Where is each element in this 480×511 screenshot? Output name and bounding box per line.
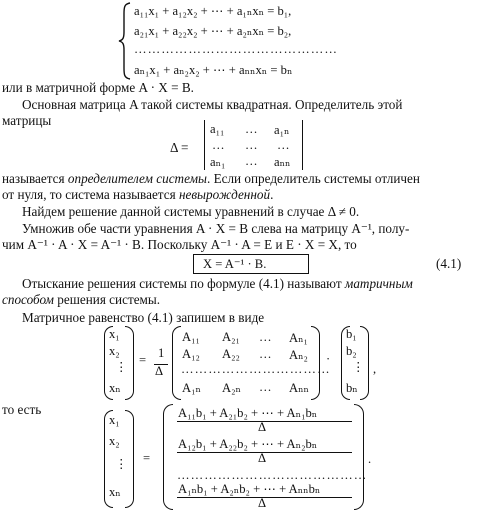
system-brace — [118, 2, 132, 85]
fraction-denominator: Δ — [155, 364, 164, 378]
bigA-r4c4: Aₙₙ — [289, 381, 309, 395]
det-r3c1: aₙ₁ — [210, 155, 226, 169]
text-segment: решения системы. — [53, 292, 161, 307]
det-r2c2: … — [245, 138, 258, 152]
vecb-4: bₙ — [346, 381, 358, 395]
result-num-2: A₁₂b₁ + A₂₂b₂ + ⋯ + Aₙ₂bₙ — [178, 437, 318, 451]
system-row-3: ……………………………………… — [134, 42, 338, 56]
bigA-r4c3: … — [259, 380, 272, 394]
text-segment: . — [270, 187, 274, 202]
brace-icon — [118, 2, 132, 80]
text-segment: Отыскание решения системы по формуле (4.1) называют — [22, 276, 345, 291]
paragraph-that-is: то есть — [2, 402, 42, 417]
result-row-3: …………………………………… — [177, 468, 368, 482]
bigA-r1c2: A₂₁ — [222, 330, 240, 344]
vecx-2: x₂ — [109, 344, 120, 358]
text-segment: называется — [2, 171, 68, 186]
result-den-1: Δ — [258, 420, 267, 434]
vecx-3: ⋮ — [115, 360, 128, 374]
bigA-r2c4: Aₙ₂ — [289, 348, 308, 362]
bigA-r4c2: A₂ₙ — [222, 381, 241, 395]
paragraph-matrix-equality: Матричное равенство (4.1) запишем в виде — [22, 310, 265, 325]
result-paren-left — [163, 404, 173, 510]
paragraph-matrix-method-2 — [2, 292, 160, 308]
bigA-r1c1: A₁₁ — [182, 330, 200, 344]
result-paren-right — [354, 404, 364, 510]
term-determinant-of-system: определителем системы — [67, 171, 207, 186]
equals-sign: = — [139, 353, 147, 367]
result-den-2: Δ — [258, 451, 267, 465]
result-num-4: A₁ₙb₁ + A₂ₙb₂ + ⋯ + Aₙₙbₙ — [178, 482, 321, 496]
vecb-3: ⋮ — [352, 360, 365, 374]
paragraph-matrix-method-1 — [22, 276, 413, 292]
fraction-numerator: 1 — [158, 346, 165, 360]
paragraph-main-matrix: Основная матрица A такой системы квадратная. Определитель этой — [22, 97, 403, 112]
paragraph-nondegenerate — [2, 187, 273, 203]
paragraph-find-solution: Найдем решение данной системы уравнений в случае Δ ≠ 0. — [22, 204, 360, 219]
term-nondegenerate: невырожденной — [178, 187, 271, 202]
trailing-comma: , — [373, 362, 377, 376]
det-r1c1: a₁₁ — [210, 122, 225, 136]
paragraph-matrix-word: матрицы — [2, 113, 52, 128]
paragraph-multiply-2: чим A⁻¹ · A · X = A⁻¹ · B. Поскольку A⁻¹ · A = E и E · X = X, то — [2, 237, 357, 252]
det-r3c3: aₙₙ — [274, 155, 291, 169]
det-r1c3: a₁ₙ — [274, 123, 290, 137]
boxed-formula: X = A⁻¹ · B. — [203, 257, 267, 271]
det-r2c3: … — [277, 138, 290, 152]
bigA-r4c1: A₁ₙ — [182, 381, 201, 395]
equals-sign-2: = — [143, 451, 151, 465]
result-den-4: Δ — [258, 496, 267, 510]
det-r3c2: … — [245, 154, 258, 168]
determinant-delta: Δ = — [170, 140, 189, 155]
term-method: способом — [2, 292, 54, 307]
multiply-dot: · — [326, 352, 331, 366]
det-r2c1: … — [212, 138, 225, 152]
bigA-r3: …………………………… — [181, 362, 331, 376]
text-segment: . Если определитель системы отличен — [206, 171, 420, 186]
paragraph-multiply-1: Умножив обе части уравнения A · X = B слева на матрицу A⁻¹, полу- — [22, 221, 410, 236]
bigA-r2c1: A₁₂ — [182, 347, 200, 361]
bigA-r1c3: … — [259, 330, 272, 344]
vecx2-1: x₁ — [109, 413, 120, 427]
system-row-1: a₁₁x₁ + a₁₂x₂ + ⋯ + a₁ₙxₙ = b₁, — [134, 4, 292, 18]
vecb-1: b₁ — [346, 327, 357, 341]
system-row-2: a₂₁x₁ + a₂₂x₂ + ⋯ + a₂ₙxₙ = b₂, — [134, 24, 292, 38]
det-r1c2: … — [245, 122, 258, 136]
vecb-2: b₂ — [346, 344, 357, 358]
determinant-bar-right — [302, 120, 303, 170]
result-num-1: A₁₁b₁ + A₂₁b₂ + ⋯ + Aₙ₁bₙ — [178, 406, 318, 420]
system-row-4: aₙ₁x₁ + aₙ₂x₂ + ⋯ + aₙₙxₙ = bₙ — [134, 63, 293, 77]
vecx-4: xₙ — [109, 381, 121, 395]
bigA-r2c3: … — [259, 347, 272, 361]
vecx2-2: x₂ — [109, 434, 120, 448]
term-matrix: матричным — [344, 276, 413, 291]
text-segment: от нуля, то система называется — [2, 187, 179, 202]
vecx-1: x₁ — [109, 327, 120, 341]
bigA-r1c4: Aₙ₁ — [289, 331, 308, 345]
bigA-r2c2: A₂₂ — [222, 347, 240, 361]
paragraph-matrix-form: или в матричной форме A · X = B. — [2, 80, 194, 95]
bigA-paren-left — [172, 326, 181, 400]
equation-number: (4.1) — [436, 256, 462, 271]
paragraph-called-determinant — [2, 171, 420, 187]
determinant-bar-left — [204, 120, 205, 170]
final-period: . — [368, 452, 372, 466]
vecx2-4: xₙ — [109, 485, 121, 499]
vecx2-3: ⋮ — [115, 457, 128, 471]
